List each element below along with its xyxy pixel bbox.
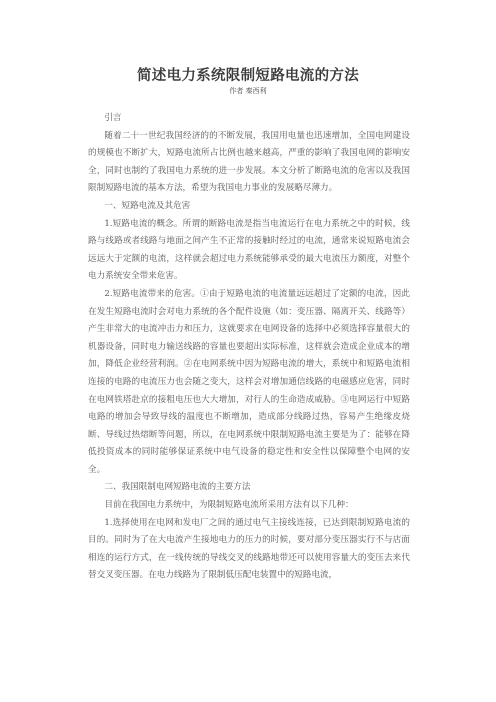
body-paragraph: 2.短路电流带来的危害。①由于短路电流的电流量远远超过了定额的电流，因此在发生短路电流时会对电力系统的各个配件设施（如：变压器、隔离开关、线路等）产生非常大的电流冲击力和压力，这就要求在电网设备的选择中必须选择容量很大的机器设备，同时电力输送线路的容量也要超出实际标准，这样就会造成企业成本的增加，降低企业经营利润。②在电网系统中因为短路电流的增大，系统中和短路电流相连接的电路的电流压力也会随之变大，这样会对增加通信线路的电磁感应危害，同时在电网铁塔赴京的接粗电压也大大增加，对行人的生命造成威胁。③电网运行中短路电路的增加会导致导线的温度也不断增加，造成部分线路过热，容易产生绝缘皮烧断、导线过热熔断等问题，所以，在电网系统中限制短路电流主要是为了：能够在降低投资成本的同时能够保证系统中电气设备的稳定性和安全性以保障整个电网的安全。 (88, 288, 410, 475)
body-paragraph: 目前在我国电力系统中，为限制短路电流所采用方法有以下几种： (104, 500, 354, 511)
intro-paragraph: 随着二十一世纪我国经济的的不断发展，我国用电量也迅速增加，全国电网建设的规模也不断扩大，短路电流所占比例也越来越高，严重的影响了我国电网的影响安全，同时也制约了我国电力系统的进一步发展。本文分析了断路电流的危害以及我国限制短路电流的基本方法，希望为我国电力事业的发展略尽薄力。 (88, 130, 410, 194)
document-title: 简述电力系统限制短路电流的方法 (137, 68, 359, 84)
body-paragraph: 1.选择使用在电网和发电厂之间的通过电气主接线连接，已达到限制短路电流的目的。同时为了在大电流产生接地电力的压力的时候，要对部分变压器实行不与店面相连的运行方式，在一线传统的导线交叉的线路地带还可以使用容量大的变压去来代替交叉变压器。在电力线路为了限制低压配电装置中的短路电流， (88, 517, 410, 581)
section-intro-heading: 引言 (104, 113, 122, 123)
author-line: 作者 秦西利 (229, 87, 267, 95)
body-paragraph: 1.短路电流的概念。所谓的断路电流是指当电流运行在电力系统之中的时候，线路与线路或者线路与地面之间产生不正常的接触时经过的电流，通常来说短路电流会远远大于定额的电流，这样就会超过电力系统能够承受的最大电流压力额度，对整个电力系统安全带来危害。 (88, 218, 410, 282)
section-heading-2: 二、我国限制电网短路电流的主要方法 (104, 482, 251, 493)
document-body (88, 110, 410, 585)
section-heading-1: 一、短路电流及其危害 (104, 200, 191, 211)
